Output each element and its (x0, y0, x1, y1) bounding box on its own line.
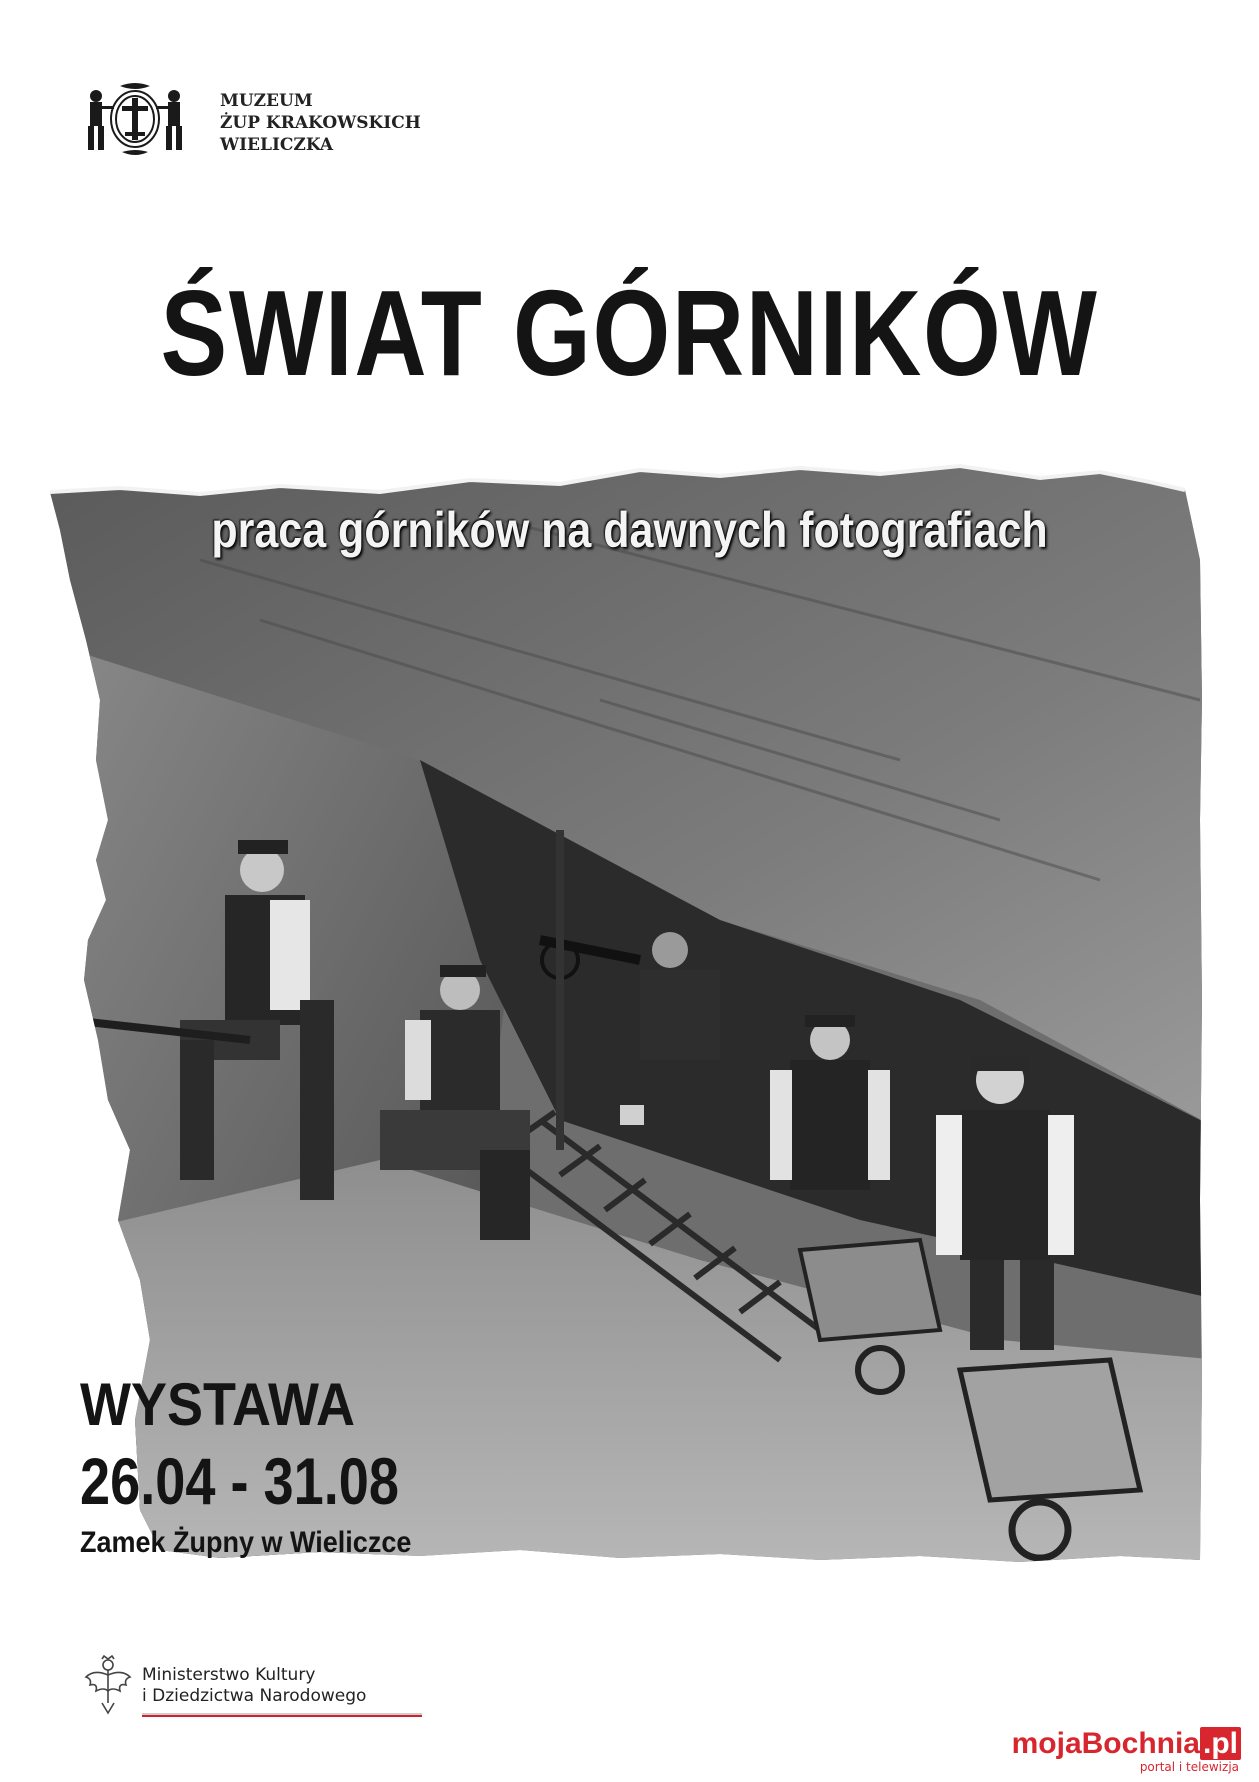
poster-subtitle: praca górników na dawnych fotografiach (211, 502, 1048, 558)
portal-name-part1: moja (1011, 1727, 1082, 1760)
flag-bar (142, 1713, 422, 1717)
museum-name-line1: MUZEUM (220, 91, 313, 111)
exhibition-place: Zamek Żupny w Wieliczce (80, 1526, 412, 1559)
portal-tagline: portal i telewizja (1139, 1760, 1239, 1774)
ministry-name-line1: Ministerstwo Kultury (142, 1665, 316, 1685)
portal-name-part2: Bochnia (1081, 1727, 1200, 1760)
portal-watermark[interactable] (1012, 1728, 1241, 1774)
portal-name (1012, 1728, 1241, 1760)
exhibition-dates: 26.04 - 31.08 (80, 1444, 399, 1518)
ministry-name-line2: i Dziedzictwa Narodowego (142, 1686, 367, 1706)
exhibition-label: WYSTAWA (80, 1371, 355, 1438)
portal-name-part3: .pl (1200, 1727, 1241, 1760)
eagle-emblem-icon (82, 1655, 134, 1717)
ministry-logo (82, 1655, 402, 1725)
museum-name-line3: WIELICZKA (220, 135, 334, 155)
ministry-name (142, 1665, 366, 1707)
museum-name-line2: ŻUP KRAKOWSKICH (220, 113, 421, 133)
poster-title: ŚWIAT GÓRNIKÓW (160, 265, 1099, 401)
